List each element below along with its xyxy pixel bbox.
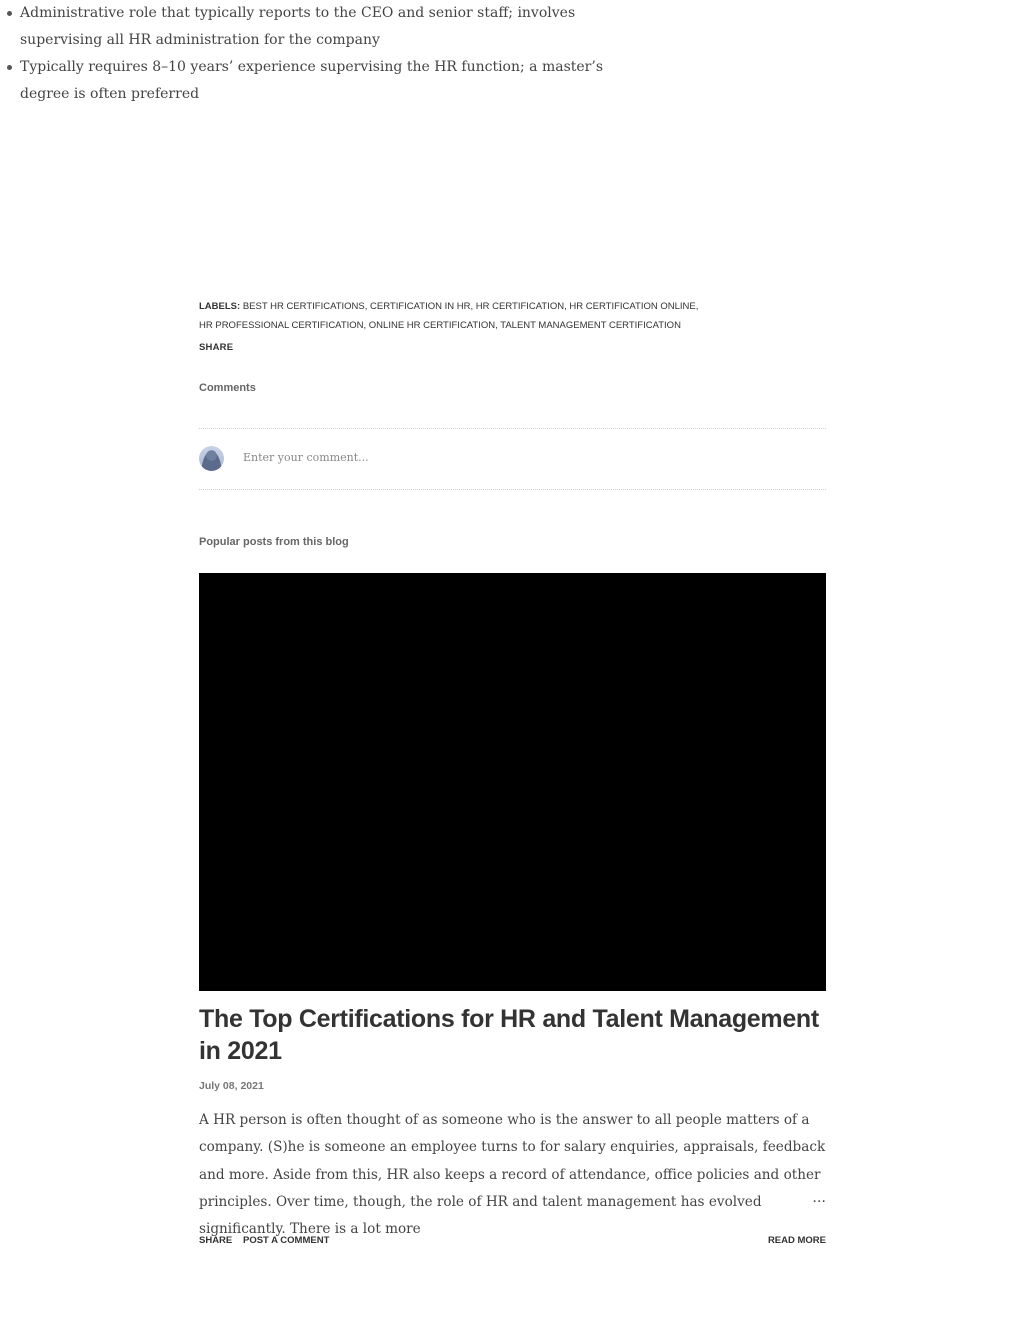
label-link[interactable]: HR PROFESSIONAL CERTIFICATION, (199, 320, 367, 331)
share-button[interactable]: SHARE (199, 342, 234, 353)
read-more-link[interactable]: READ MORE (767, 1235, 826, 1246)
popular-posts-heading: Popular posts from this blog (199, 536, 349, 548)
comment-box (199, 428, 826, 490)
bullet-item: Typically requires 8–10 years’ experience supervising the HR function; a master’s degree is often preferred (20, 54, 640, 108)
label-link[interactable]: ONLINE HR CERTIFICATION, (368, 320, 498, 331)
post-labels (199, 297, 826, 335)
post-share-button[interactable]: SHARE (199, 1235, 233, 1246)
post-title[interactable]: The Top Certifications for HR and Talent Management in 2021 (199, 1005, 819, 1065)
post-date[interactable]: July 08, 2021 (199, 1080, 264, 1092)
labels-title: LABELS: (199, 301, 241, 312)
post-footer (199, 1235, 826, 1251)
label-link[interactable]: BEST HR CERTIFICATIONS, (242, 301, 368, 312)
label-link[interactable]: TALENT MANAGEMENT CERTIFICATION (500, 320, 681, 331)
label-link[interactable]: HR CERTIFICATION ONLINE, (569, 301, 699, 312)
snippet-ellipsis: … (806, 1185, 826, 1212)
avatar (199, 446, 224, 471)
post-comment-link[interactable]: POST A COMMENT (243, 1235, 330, 1246)
bullet-item: Administrative role that typically reports to the CEO and senior staff; involves supervising all HR administration for the company (20, 0, 640, 54)
post-thumbnail[interactable] (199, 573, 826, 991)
label-link[interactable]: CERTIFICATION IN HR, (370, 301, 474, 312)
comments-heading: Comments (199, 382, 256, 394)
label-link[interactable]: HR CERTIFICATION, (475, 301, 567, 312)
snippet-text: A HR person is often thought of as someone who is the answer to all people matters of a company. (S)he is someone an employee turns to for salary enquiries, appraisals, feedback and more. Aside from this, HR also keeps a record of attendance, office policies and other principles. Over time, though, the role of HR and talent management has evolved significantly. There is a lot more (199, 1112, 826, 1238)
post-snippet (199, 1107, 826, 1238)
post-body-bullet-list (0, 0, 640, 108)
comment-input[interactable] (243, 451, 803, 464)
